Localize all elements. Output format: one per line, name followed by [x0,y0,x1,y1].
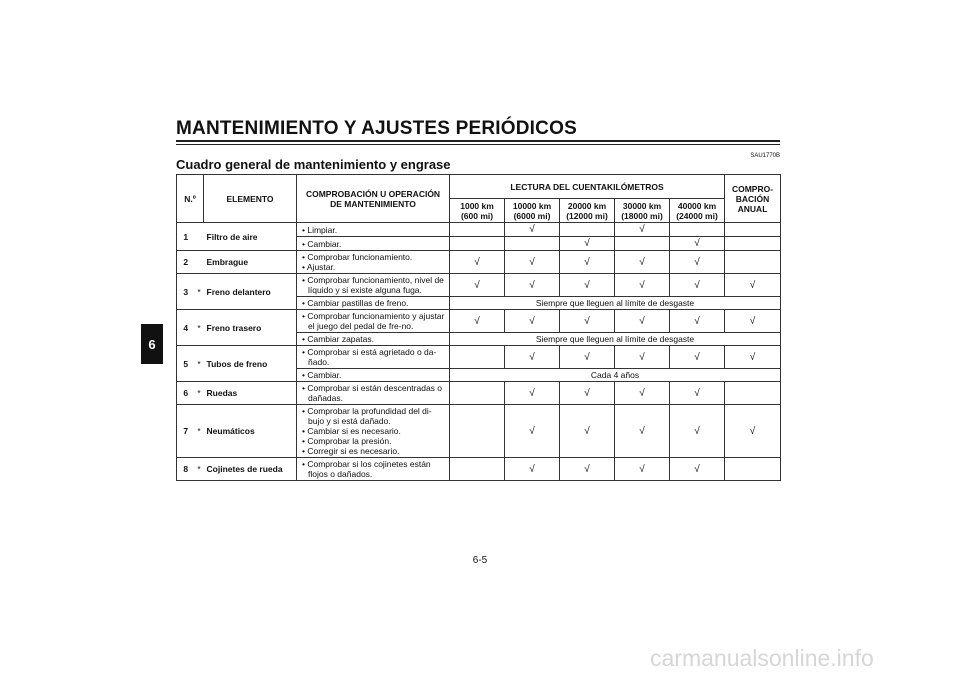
operation-cell [297,310,450,333]
empty-cell [450,346,505,369]
check-mark: √ [450,251,505,274]
check-mark: √ [615,346,670,369]
operation-cell [297,223,450,237]
check-mark: √ [560,458,615,481]
check-mark: √ [560,274,615,297]
operation-cell [297,274,450,297]
operation-item: • Comprobar la profundidad del di-bujo y si está dañado. [302,406,432,426]
check-mark: √ [505,251,560,274]
page-title: MANTENIMIENTO Y AJUSTES PERIÓDICOS [176,118,577,139]
check-mark: √ [670,346,725,369]
operation-cell [297,297,450,310]
table-row [177,310,781,333]
operation-cell [297,333,450,346]
interval-mi: (6000 mi) [513,210,551,221]
watermark: carmanualsonline.info [650,645,874,671]
header-element: ELEMENTO [204,175,297,223]
empty-cell [725,458,781,481]
title-rule [176,140,780,142]
item-number: 1 [177,223,195,251]
interval-mi: (12000 mi) [566,210,608,221]
section-title: Cuadro general de mantenimiento y engrase [176,157,451,172]
dealer-mark: * [195,310,204,346]
operation-item: • Cambiar. [302,370,342,380]
empty-cell [450,405,505,458]
check-mark: √ [670,237,725,251]
element-name: Ruedas [204,382,297,405]
interval-note: Cada 4 años [450,369,781,382]
check-mark: √ [615,310,670,333]
check-mark: √ [560,237,615,251]
dealer-mark: * [195,274,204,310]
header-interval [505,199,560,223]
operation-cell [297,237,450,251]
operation-item: • Comprobar funcionamiento, nivel de líquido y si existe alguna fuga. [302,275,444,295]
table-row [177,251,781,274]
check-mark: √ [505,405,560,458]
check-mark: √ [560,346,615,369]
item-number: 2 [177,251,195,274]
check-mark: √ [670,251,725,274]
check-mark: √ [505,223,560,237]
empty-cell [725,382,781,405]
item-number: 5 [177,346,195,382]
empty-cell [450,382,505,405]
table-row [177,274,781,297]
chapter-tab: 6 [141,324,163,364]
table-row [177,346,781,369]
check-mark: √ [560,251,615,274]
operation-cell [297,458,450,481]
dealer-mark: * [195,346,204,382]
check-mark: √ [615,223,670,237]
check-mark: √ [670,274,725,297]
interval-km: 40000 km [677,200,717,211]
empty-cell [670,223,725,237]
interval-mi: (24000 mi) [676,210,718,221]
empty-cell [450,237,505,251]
operation-cell [297,405,450,458]
operation-item: • Cambiar si es necesario. [302,426,401,436]
table-row [177,223,781,237]
interval-km: 20000 km [567,200,607,211]
header-odometer: LECTURA DEL CUENTAKILÓMETROS [450,175,725,199]
check-mark: √ [725,274,781,297]
header-interval [670,199,725,223]
operation-item: • Cambiar. [302,238,342,249]
check-mark: √ [450,274,505,297]
item-number: 4 [177,310,195,346]
empty-cell [725,251,781,274]
interval-note: Siempre que lleguen al límite de desgaste [450,333,781,346]
interval-mi: (18000 mi) [621,210,663,221]
item-number: 8 [177,458,195,481]
dealer-mark: * [195,382,204,405]
operation-item: • Ajustar. [302,262,336,272]
empty-cell [505,237,560,251]
empty-cell [450,223,505,237]
table-row [177,458,781,481]
empty-cell [725,223,781,237]
maintenance-table [176,174,781,481]
check-mark: √ [670,458,725,481]
check-mark: √ [505,274,560,297]
check-mark: √ [560,382,615,405]
operation-cell [297,369,450,382]
check-mark: √ [725,310,781,333]
dealer-mark [195,223,204,251]
check-mark: √ [615,382,670,405]
element-name: Embrague [204,251,297,274]
operation-item: • Cambiar zapatas. [302,334,374,344]
header-num: N.º [177,175,204,223]
item-number: 3 [177,274,195,310]
empty-cell [560,223,615,237]
check-mark: √ [505,310,560,333]
table-row [177,382,781,405]
element-name: Filtro de aire [204,223,297,251]
check-mark: √ [670,405,725,458]
element-name: Tubos de freno [204,346,297,382]
operation-item: • Comprobar la presión. [302,436,392,446]
interval-km: 1000 km [460,200,494,211]
header-check: COMPROBACIÓN U OPERACIÓN DE MANTENIMIENTO [297,175,450,223]
check-mark: √ [725,346,781,369]
operation-item: • Cambiar pastillas de freno. [302,298,409,308]
operation-item: • Comprobar funcionamiento y ajustar el juego del pedal de fre-no. [302,311,445,331]
empty-cell [615,237,670,251]
item-number: 6 [177,382,195,405]
empty-cell [450,458,505,481]
interval-km: 30000 km [622,200,662,211]
check-mark: √ [560,310,615,333]
check-mark: √ [615,458,670,481]
dealer-mark [195,251,204,274]
element-name: Freno delantero [204,274,297,310]
dealer-mark: * [195,405,204,458]
operation-item: • Corregir si es necesario. [302,446,400,456]
operation-cell [297,251,450,274]
check-mark: √ [505,346,560,369]
check-mark: √ [450,310,505,333]
element-name: Cojinetes de rueda [204,458,297,481]
check-mark: √ [725,405,781,458]
element-name: Neumáticos [204,405,297,458]
title-rule-thin [176,144,780,145]
check-mark: √ [560,405,615,458]
check-mark: √ [615,405,670,458]
operation-item: • Comprobar si los cojinetes están flojos o dañados. [302,459,431,479]
page-number: 6-5 [472,555,488,566]
reference-code: SAU1770B [750,153,780,159]
table-row [177,405,781,458]
check-mark: √ [615,251,670,274]
interval-note: Siempre que lleguen al límite de desgaste [450,297,781,310]
operation-item: • Comprobar funcionamiento. [302,252,413,262]
item-number: 7 [177,405,195,458]
check-mark: √ [505,382,560,405]
operation-item: • Limpiar. [302,224,338,235]
header-interval [450,199,505,223]
empty-cell [725,237,781,251]
header-annual: COMPRO-BACIÓN ANUAL [725,175,781,223]
operation-item: • Comprobar si está agrietado o da-ñado. [302,347,437,367]
header-interval [560,199,615,223]
operation-item: • Comprobar si están descentradas o dañadas. [302,383,443,403]
dealer-mark: * [195,458,204,481]
interval-km: 10000 km [512,200,552,211]
interval-mi: (600 mi) [460,210,494,221]
check-mark: √ [505,458,560,481]
check-mark: √ [670,382,725,405]
check-mark: √ [670,310,725,333]
operation-cell [297,346,450,369]
operation-cell [297,382,450,405]
check-mark: √ [615,274,670,297]
element-name: Freno trasero [204,310,297,346]
header-interval [615,199,670,223]
